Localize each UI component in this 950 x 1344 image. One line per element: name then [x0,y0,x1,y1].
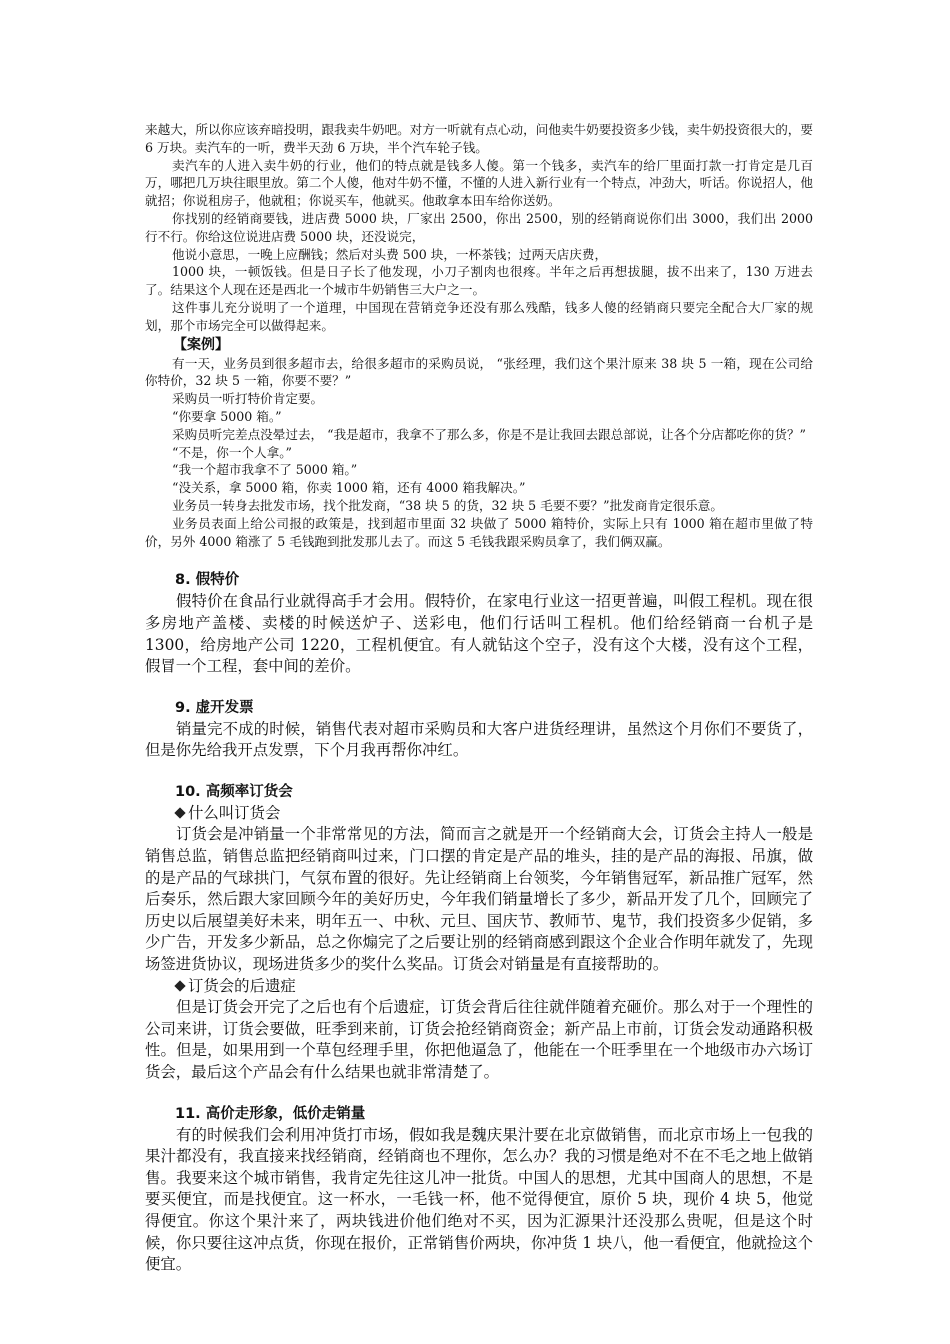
paragraph: 订货会是冲销量一个非常常见的方法，简而言之就是开一个经销商大会，订货会主持人一般是销售总监，销售总监把经销商叫过来，门口摆的肯定是产品的堆头，挂的是产品的海报、吊旗，做的是产品的气球拱门，气氛布置的很好。先让经销商上台领奖，今年销售冠军，新品推广冠军，然后奏乐，然后跟大家回顾今年的美好历史，今年我们销量增长了多少，新品开发了几个，回顾完了历史以后展望美好未来，明年五一、中秋、元旦、国庆节、教师节、鬼节，我们投资多少促销，多少广告，开发多少新品，总之你煽完了之后要让别的经销商感到跟这个企业合作明年就发了，先现场签进货协议，现场进货多少的奖什么奖品。订货会对销量是有直接帮助的。 [145,825,813,974]
paragraph: 假特价在食品行业就得高手才会用。假特价，在家电行业这一招更普遍，叫假工程机。现在很多房地产盖楼、卖楼的时候送炉子、送彩电，他们行话叫工程机。他们给经销商一台机子是 1300，给房地产公司 1220，工程机便宜。有人就钻这个空子，没有这个大楼，没有这个工程，假冒一个工程，套中间的差价。 [145,592,813,676]
section-heading: 8. 假特价 [175,572,240,589]
subheading [145,976,813,998]
paragraph: 这件事儿充分说明了一个道理，中国现在营销竞争还没有那么残酷，钱多人傻的经销商只要完全配合大厂家的规划，那个市场完全可以做得起来。 [145,299,813,333]
paragraph: “我一个超市我拿不了 5000 箱。” [172,462,358,478]
paragraph: 他说小意思，一晚上应酬钱；然后对头费 500 块，一杯茶钱；过两天店庆费， [172,246,608,262]
paragraph: 来越大，所以你应该弃暗投明，跟我卖牛奶吧。对方一听就有点心动，问他卖牛奶要投资多少钱，卖牛奶投资很大的，要 6 万块。卖汽车的一听，费半天劲 6 万块，半个汽车轮子钱。 [145,122,813,155]
paragraph: “你要拿 5000 箱。” [172,408,282,424]
section-9 [145,698,813,762]
paragraph: 采购员听完差点没晕过去， “我是超市，我拿不了那么多，你是不是让我回去跟总部说，让各个分店都吃你的货？” [172,426,806,442]
case-title: 【案例】 [173,336,229,353]
paragraph: 业务员表面上给公司报的政策是，找到超市里面 32 块做了 5000 箱特价，实际上只有 1000 箱在超市里做了特价，另外 4000 箱涨了 5 毛钱跑到批发那儿去了。而这 5 毛钱我跟采购员拿了，我们俩双赢。 [145,515,813,549]
section-8 [145,570,813,677]
subheading [145,803,813,825]
section-heading: 10. 高频率订货会 [175,783,293,800]
paragraph: 你找别的经销商要钱，进店费 5000 块，厂家出 2500，你出 2500，别的经销商说你们出 3000，我们出 2000 行不行。你给这位说进店费 5000 块，还没说完， [145,210,813,244]
diamond-bullet-icon [175,808,186,819]
subheading-text: 什么叫订货会 [188,803,281,822]
paragraph: 采购员一听打特价肯定要。 [172,391,324,407]
paragraph: 卖汽车的人进入卖牛奶的行业，他们的特点就是钱多人傻。第一个钱多，卖汽车的给厂里面打款一打肯定是几百万，哪把几万块往眼里放。第二个人傻，他对牛奶不懂，不懂的人进入新行业有一个特点，冲劲大，听话。你说招人，他就招；你说租房子，他就租；你说买车，他就买。他敢拿本田车给你送奶。 [145,157,813,209]
story-section [145,121,813,335]
section-10 [145,782,813,1084]
paragraph: 但是订货会开完了之后也有个后遗症，订货会背后往往就伴随着充砸价。那么对于一个理性的公司来讲，订货会要做，旺季到来前，订货会抢经销商资金；新产品上市前，订货会发动通路积极性。但是，如果用到一个草包经理手里，你把他逼急了，他能在一个旺季里在一个地级市办六场订货会，最后这个产品会有什么结果也就非常清楚了。 [145,998,813,1082]
paragraph: 业务员一转身去批发市场，找个批发商，“38 块 5 的货，32 块 5 毛要不要？”批发商肯定很乐意。 [172,497,723,513]
paragraph: 销量完不成的时候，销售代表对超市采购员和大客户进货经理讲，虽然这个月你们不要货了，但是你先给我开点发票，下个月我再帮你冲红。 [145,719,813,760]
paragraph: 有一天，业务员到很多超市去，给很多超市的采购员说， “张经理，我们这个果汁原来 38 块 5 一箱，现在公司给你特价，32 块 5 一箱，你要不要？” [145,355,813,389]
case-section [145,355,813,551]
subheading-text: 订货会的后遗症 [188,976,296,995]
paragraph: 1000 块，一顿饭钱。但是日子长了他发现，小刀子割肉也很疼。半年之后再想拔腿，拔不出来了，130 万进去了。结果这个人现在还是西北一个城市牛奶销售三大户之一。 [145,264,813,298]
section-11 [145,1104,813,1276]
section-heading: 11. 高价走形象，低价走销量 [175,1105,366,1122]
section-heading: 9. 虚开发票 [175,699,254,716]
paragraph: “不是，你一个人拿。” [172,444,292,460]
paragraph: “没关系，拿 5000 箱，你卖 1000 箱，还有 4000 箱我解决。” [172,480,526,496]
document-content [145,121,813,1276]
paragraph: 有的时候我们会利用冲货打市场，假如我是魏庆果汁要在北京做销售，而北京市场上一包我的果汁都没有，我直接来找经销商，经销商也不理你，怎么办？我的习惯是绝对不在不毛之地上做销售。我要来这个城市销售，我肯定先往这儿冲一批货。中国人的思想，尤其中国商人的思想，不是要买便宜，而是找便宜。这一杯水，一毛钱一杯，他不觉得便宜，原价 5 块，现价 4 块 5，他觉得便宜。你这个果汁来了，两块钱进价他们绝对不买，因为汇源果汁还没那么贵呢，但是这个时候，你只要往这冲点货，你现在报价，正常销售价两块，你冲货 1 块八，他一看便宜，他就捡这个便宜。 [145,1125,813,1274]
diamond-bullet-icon [175,981,186,992]
